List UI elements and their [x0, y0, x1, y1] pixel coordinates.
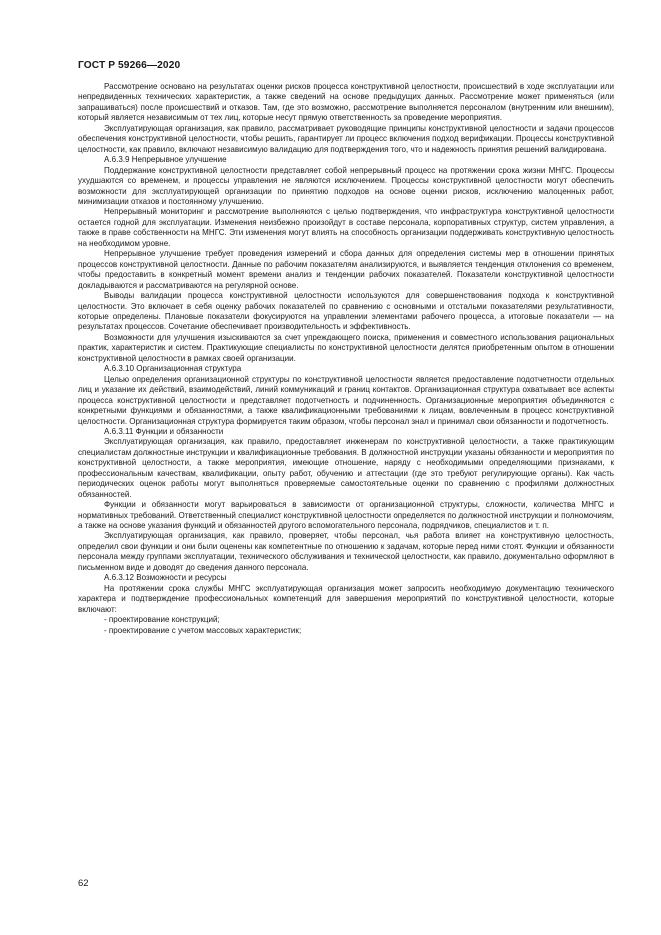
paragraph: Функции и обязанности могут варьироваться в зависимости от организационной структуры, сложности, количества МНГС и нормативных требований. Ответственный специалист конструктивной целостности определяется по должностной инструкции и полномочиям, а также на основе указания функций и обязанностей другого вспомогательного персонала, подрядчиков, специалистов и т. п. [78, 500, 614, 531]
list-item: - проектирование с учетом массовых характеристик; [104, 625, 302, 635]
paragraph: Непрерывное улучшение требует проведения измерений и сбора данных для определения системы мер в отношении принятых процессов конструктивной целостности. Данные по рабочим показателям анализируются, и выявляется тенденция отклонения со временем, чтобы предоставить в конкретный момент времени анализ и тенденции рабочих показателей. Показатели конструктивной целостности докладываются и рассматриваются на регулярной основе. [78, 249, 614, 290]
paragraph: Рассмотрение основано на результатах оценки рисков процесса конструктивной целостности, происшествий в ходе эксплуатации или непредвиденных технических характеристик, а также сведений на основе предыдущих данных. Рассмотрение может применяться (или запрашиваться) после происшествий и отказов. Там, где это возможно, рассмотрение выполняется персоналом (внутренним или внешним), который является независимым от тех лиц, которые несут прямую ответственность за проведение мероприятия. [78, 82, 614, 123]
document-header: ГОСТ Р 59266—2020 [78, 60, 181, 71]
paragraph: Эксплуатирующая организация, как правило, предоставляет инженерам по конструктивной целостности, а также практикующим специалистам должностные инструкции и квалификационные требования. В должностной инструкции указаны обязанности и мероприятия по конструктивной целостности, а также мероприятия, имеющие отношение, наряду с необходимыми определяющими признаками, к профессиональным качествам, квалификации, опыту работ, обучению и аттестации (где это требуют регулирующие органы). Как часть периодических оценок работы могут выполняться проверяемые самостоятельные оценки по сравнению с профилями должностных обязанностей. [78, 437, 614, 499]
paragraph: Целью определения организационной структуры по конструктивной целостности является предоставление подотчетности отдельных лиц и указание их действий, взаимодействий, линий коммуникаций и границ контактов. Организационная структура охватывает все аспекты процесса конструктивной целостности и представляет подотчетность и подчиненность. Организационные мероприятия объединяются с конкретными функциями и обязанностями, а также квалификационными требованиями к лицам, вовлеченным в процесс конструктивной целостности. Организационная структура формируется таким образом, чтобы персонал знал и принимал свои обязанности и подотчетность. [78, 374, 614, 426]
page-number: 62 [78, 878, 89, 889]
paragraph: Эксплуатирующая организация, как правило, рассматривает руководящие принципы конструктивной целостности и задачи процессов обеспечения конструктивной целостности, чтобы решить, гарантирует ли процесс включения подход верификации. Процессы конструктивной целостности, как правило, включают независимую валидацию для подтверждения того, что и надежность принятия решений валидирована. [78, 123, 614, 154]
paragraph: Эксплуатирующая организация, как правило, проверяет, чтобы персонал, чья работа влияет на конструктивную целостность, определил свои функции и они были оценены как компетентные по отношению к задачам, которые перед ними стоят. Функции и обязанности персонала между группами эксплуатации, технического обслуживания и технической целостности, как правило, документально оформляют в письменном виде и доводят до сведения данного персонала. [78, 531, 614, 572]
paragraph: Поддержание конструктивной целостности представляет собой непрерывный процесс на протяжении срока жизни МНГС. Процессы ухудшаются со временем, и процессы управления не являются исключением. Процессы конструктивной целостности могут обеспечить возможности для эксплуатирующей организации по принятию подходов на основе оценки рисков, исключению малоценных работ, минимизации отказов и постоянному улучшению. [78, 165, 614, 206]
paragraph: Выводы валидации процесса конструктивной целостности используются для совершенствования подхода к конструктивной целостности. Это включает в себя оценку рабочих показателей по сравнению с основными и отстальми показателями результативности, которые определены. Плановые показатели фокусируются на управлении элементами рабочего процесса, а итоговые показатели — на результатах процессов. Сочетание обеспечивает производительность и эффективность. [78, 291, 614, 332]
paragraph: Непрерывный мониторинг и рассмотрение выполняются с целью подтверждения, что инфраструктура конструктивной целостности остается годной для эксплуатации. Изменения неизбежно произойдут в составе персонала, корпоративных структур, систем управления, а также в праве собственности на МНГС. Эти изменения могут влиять на способность организации поддерживать конструктивную целостность на необходимом уровне. [78, 207, 614, 248]
paragraph: На протяжении срока службы МНГС эксплуатирующая организация может запросить необходимую документацию технического характера и подтверждение профессиональных компетенций для завершения мероприятий по конструктивной целостности, которые включают: [78, 583, 614, 614]
section-heading: А.6.3.12 Возможности и ресурсы [104, 573, 227, 583]
paragraph: Возможности для улучшения изыскиваются за счет упреждающего поиска, применения и совместного использования рациональных практик, характеристик и систем. Практикующие специалисты по конструктивной целостности делятся приобретенным опытом в отношении конструктивной целостности в рамках своей организации. [78, 332, 614, 363]
section-heading: А.6.3.10 Организационная структура [104, 364, 242, 374]
list-item: - проектирование конструкций; [104, 615, 220, 625]
section-heading: А.6.3.9 Непрерывное улучшение [104, 155, 227, 165]
section-heading: А.6.3.11 Функции и обязанности [104, 426, 224, 436]
document-body [78, 82, 614, 636]
